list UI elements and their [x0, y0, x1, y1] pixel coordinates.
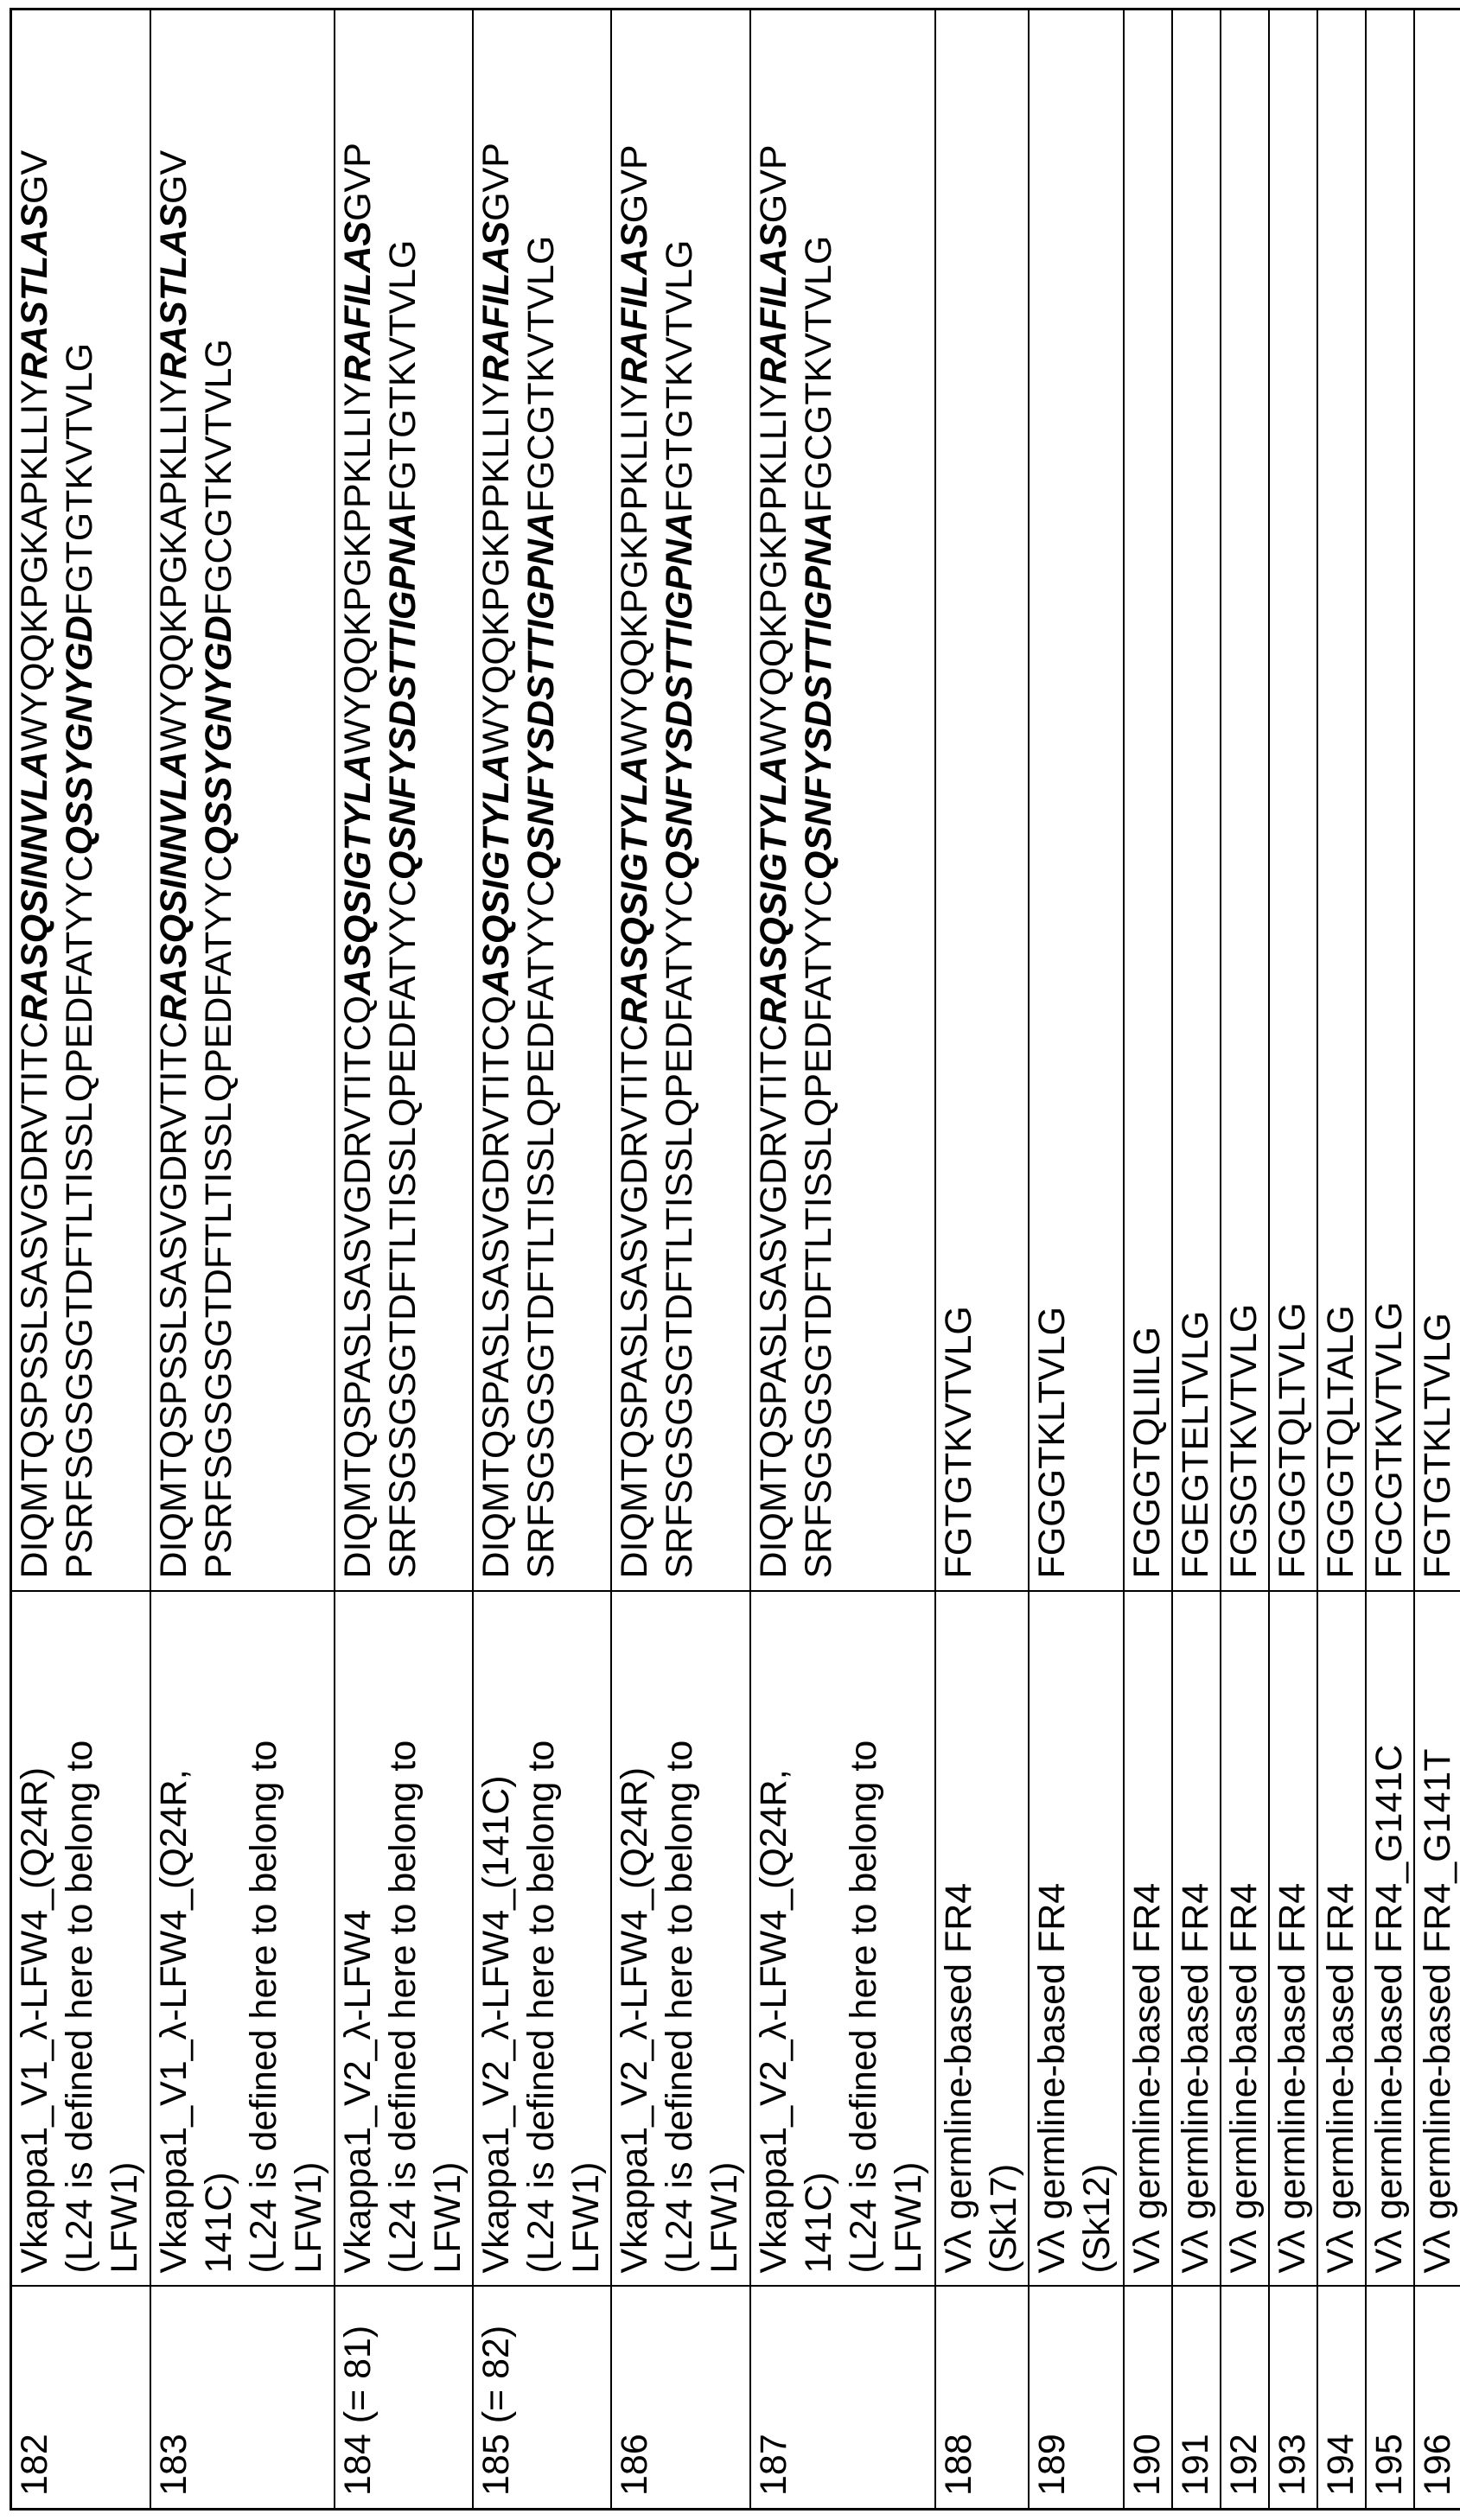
- description-cell: [1317, 1592, 1366, 2287]
- description-line: (L24 is defined here to belong to: [657, 1600, 702, 2274]
- sequence-cell: [935, 10, 1029, 1592]
- framework-segment: WYQQKPGKPPKLLIY: [337, 382, 379, 754]
- framework-segment: DIQMTQSPASLSASVGDRVTITC: [753, 1024, 794, 1578]
- sequence-cell: [1366, 10, 1414, 1592]
- table-row: [335, 10, 473, 2510]
- description-cell: [1366, 1592, 1414, 2287]
- sequence-line: [796, 17, 841, 1579]
- sequence-cell: [750, 10, 935, 1592]
- description-cell: [1172, 1592, 1221, 2287]
- description-cell: [1221, 1592, 1269, 2287]
- sequence-line: [519, 17, 564, 1579]
- description-line: (L24 is defined here to belong to: [57, 1600, 102, 2274]
- sequence-line: [57, 17, 102, 1579]
- framework-segment: GVP: [337, 143, 379, 221]
- table-row: [611, 10, 750, 2510]
- description-line: Vkappa1_V2_λ-LFW4_(Q24R): [612, 1600, 657, 2274]
- cdr-segment: ASQSIGTYLA: [337, 754, 379, 996]
- description-line: LFW1): [886, 1600, 931, 2274]
- description-line: Vkappa1_V1_λ-LFW4_(Q24R,: [151, 1600, 196, 2274]
- description-line: (Sk12): [1074, 1600, 1119, 2274]
- seq-id-cell: [473, 2287, 611, 2510]
- description-line: (L24 is defined here to belong to: [380, 1600, 425, 2274]
- seq-id-cell: [1221, 2287, 1269, 2510]
- description-cell: [750, 1592, 935, 2287]
- framework-segment: PSRFSGSGSGTDFTLTISSLQPEDFATYYC: [59, 855, 100, 1578]
- seq-id-cell: [611, 2287, 750, 2510]
- seq-id: 187: [751, 2294, 796, 2497]
- description-line: Vkappa1_V1_λ-LFW4_(Q24R): [12, 1600, 57, 2274]
- description-line: (L24 is defined here to belong to: [241, 1600, 286, 2274]
- description-line: LFW1): [564, 1600, 609, 2274]
- sequence-cell: [1269, 10, 1317, 1592]
- description-cell: [1414, 1592, 1460, 2287]
- seq-id: 184 (= 81): [335, 2294, 380, 2497]
- description-cell: [1269, 1592, 1317, 2287]
- framework-segment: PSRFSGSGSGTDFTLTISSLQPEDFATYYC: [198, 855, 239, 1578]
- framework-segment: FGGGTQLTALG: [1320, 1305, 1361, 1578]
- description-line: LFW1): [702, 1600, 747, 2274]
- framework-segment: SRFSGSGSGTDFTLTISSLQPEDFATYYC: [798, 880, 839, 1578]
- description-line: LFW1): [425, 1600, 470, 2274]
- sequence-line: [1173, 17, 1218, 1579]
- cdr-segment: RASQSINNVLA: [153, 751, 194, 1021]
- table-row: [750, 10, 935, 2510]
- cdr-segment: RAFILAS: [614, 223, 655, 384]
- sequence-cell: [1414, 10, 1460, 1592]
- framework-segment: FGSGTKVTVLG: [1223, 1304, 1265, 1579]
- sequence-line: [1030, 17, 1074, 1579]
- framework-segment: DIQMTQSPASLSASVGDRVTITCQ: [475, 996, 517, 1579]
- description-line: Vkappa1_V2_λ-LFW4: [335, 1600, 380, 2274]
- description-line: 141C): [796, 1600, 841, 2274]
- description-cell: [1124, 1592, 1172, 2287]
- table-row: [1221, 10, 1269, 2510]
- description-cell: [611, 1592, 750, 2287]
- sequence-line: [12, 17, 57, 1579]
- framework-segment: FGTGTKVTVLG: [659, 239, 700, 512]
- seq-id: 195: [1367, 2294, 1412, 2497]
- description-cell: [1029, 1592, 1124, 2287]
- rotated-page: [10, 10, 1459, 2510]
- seq-id: 193: [1270, 2294, 1315, 2497]
- sequence-line: [612, 17, 657, 1579]
- sequence-line: [1221, 17, 1266, 1579]
- description-line: Vλ germline-based FR4: [1173, 1600, 1218, 2274]
- sequence-line: [380, 17, 425, 1579]
- sequence-line: [335, 17, 380, 1579]
- seq-id-cell: [1414, 2287, 1460, 2510]
- cdr-segment: ASQSIGTYLA: [475, 754, 517, 996]
- description-cell: [935, 1592, 1029, 2287]
- framework-segment: GVP: [753, 144, 794, 223]
- table-row: [1317, 10, 1366, 2510]
- framework-segment: FGCGTKVTVLG: [198, 339, 239, 615]
- framework-segment: SRFSGSGSGTDFTLTISSLQPEDFATYYC: [382, 880, 424, 1578]
- sequence-cell: [1221, 10, 1269, 1592]
- description-line: (L24 is defined here to belong to: [841, 1600, 886, 2274]
- cdr-segment: RASQSINNVLA: [14, 751, 55, 1021]
- cdr-segment: RASQSIGTYLA: [753, 756, 794, 1025]
- seq-id: 186: [612, 2294, 657, 2497]
- sequence-cell: [1317, 10, 1366, 1592]
- sequence-cell: [150, 10, 335, 1592]
- cdr-segment: RASQSIGTYLA: [614, 756, 655, 1025]
- seq-id: 183: [151, 2294, 196, 2497]
- seq-id-cell: [1317, 2287, 1366, 2510]
- framework-segment: DIQMTQSPSSLSASVGDRVTITC: [14, 1021, 55, 1578]
- description-line: LFW1): [286, 1600, 331, 2274]
- sequence-line: [474, 17, 519, 1579]
- cdr-segment: QSNFYSDSTTIGPNA: [520, 512, 562, 880]
- framework-segment: FGGGTKLTVLG: [1031, 1307, 1073, 1579]
- seq-id-cell: [1269, 2287, 1317, 2510]
- description-cell: [11, 1592, 150, 2287]
- seq-id: 189: [1030, 2294, 1074, 2497]
- description-line: Vkappa1_V2_λ-LFW4_(141C): [474, 1600, 519, 2274]
- description-line: Vλ germline-based FR4: [1125, 1600, 1170, 2274]
- sequence-line: [1367, 17, 1412, 1579]
- sequence-cell: [473, 10, 611, 1592]
- table-row: [1414, 10, 1460, 2510]
- framework-segment: FGGGTQLTVLG: [1272, 1302, 1313, 1578]
- table-row: [935, 10, 1029, 2510]
- framework-segment: FGTGTKVTVLG: [59, 343, 100, 615]
- sequence-line: [1318, 17, 1363, 1579]
- framework-segment: GV: [153, 150, 194, 204]
- framework-segment: FGEGTELTVLG: [1175, 1311, 1216, 1579]
- description-line: 141C): [196, 1600, 241, 2274]
- framework-segment: WYQQKPGKPPKLLIY: [614, 385, 655, 756]
- description-line: (Sk17): [981, 1600, 1026, 2274]
- framework-segment: WYQQKPGKPPKLLIY: [475, 382, 517, 754]
- seq-id: 185 (= 82): [474, 2294, 519, 2497]
- framework-segment: SRFSGSGSGTDFTLTISSLQPEDFATYYC: [659, 880, 700, 1578]
- table-row: [473, 10, 611, 2510]
- framework-segment: WYQQKPGKAPKLLIY: [153, 379, 194, 751]
- sequence-line: [196, 17, 241, 1579]
- cdr-segment: RASTLAS: [153, 204, 194, 379]
- table-row: [1366, 10, 1414, 2510]
- description-line: Vkappa1_V2_λ-LFW4_(Q24R,: [751, 1600, 796, 2274]
- description-line: Vλ germline-based FR4: [1270, 1600, 1315, 2274]
- cdr-segment: RAFILAS: [337, 221, 379, 382]
- seq-id: 194: [1318, 2294, 1363, 2497]
- framework-segment: DIQMTQSPASLSASVGDRVTITC: [614, 1024, 655, 1578]
- seq-id: 196: [1415, 2294, 1460, 2497]
- seq-id-cell: [335, 2287, 473, 2510]
- framework-segment: GV: [14, 150, 55, 204]
- description-cell: [473, 1592, 611, 2287]
- description-line: Vλ germline-based FR4: [936, 1600, 981, 2274]
- sequence-line: [1125, 17, 1170, 1579]
- framework-segment: WYQQKPGKAPKLLIY: [14, 379, 55, 751]
- description-line: Vλ germline-based FR4: [1318, 1600, 1363, 2274]
- seq-id: 192: [1221, 2294, 1266, 2497]
- description-cell: [335, 1592, 473, 2287]
- framework-segment: FGTGTKVTVLG: [938, 1306, 979, 1578]
- seq-id: 188: [936, 2294, 981, 2497]
- sequence-line: [151, 17, 196, 1579]
- framework-segment: SRFSGSGSGTDFTLTISSLQPEDFATYYC: [520, 880, 562, 1578]
- table-row: [150, 10, 335, 2510]
- framework-segment: FGGGTQLIILG: [1126, 1327, 1168, 1579]
- seq-id-cell: [1366, 2287, 1414, 2510]
- table-row: [11, 10, 150, 2510]
- description-line: Vλ germline-based FR4_G141C: [1367, 1600, 1412, 2274]
- framework-segment: FGTGTKVTVLG: [382, 239, 424, 512]
- cdr-segment: QSSYGNYGD: [198, 615, 239, 855]
- framework-segment: FGCGTKVTVLG: [798, 236, 839, 512]
- seq-id-cell: [1172, 2287, 1221, 2510]
- sequence-line: [657, 17, 702, 1579]
- framework-segment: FGTGTKLTVLG: [1417, 1313, 1458, 1578]
- framework-segment: FGCGTKVTVLG: [1368, 1301, 1410, 1578]
- seq-id-cell: [1029, 2287, 1124, 2510]
- sequence-cell: [1124, 10, 1172, 1592]
- framework-segment: DIQMTQSPASLSASVGDRVTITCQ: [337, 996, 379, 1579]
- sequence-cell: [335, 10, 473, 1592]
- table-row: [1029, 10, 1124, 2510]
- framework-segment: GVP: [614, 144, 655, 223]
- seq-id-cell: [750, 2287, 935, 2510]
- seq-id-cell: [935, 2287, 1029, 2510]
- seq-id-cell: [150, 2287, 335, 2510]
- sequence-cell: [611, 10, 750, 1592]
- framework-segment: DIQMTQSPSSLSASVGDRVTITC: [153, 1021, 194, 1578]
- cdr-segment: RASTLAS: [14, 204, 55, 379]
- description-line: LFW1): [102, 1600, 147, 2274]
- cdr-segment: QSNFYSDSTTIGPNA: [798, 512, 839, 880]
- description-line: Vλ germline-based FR4: [1030, 1600, 1074, 2274]
- seq-id: 182: [12, 2294, 57, 2497]
- sequence-cell: [1029, 10, 1124, 1592]
- seq-id-cell: [11, 2287, 150, 2510]
- sequence-line: [1415, 17, 1460, 1579]
- description-cell: [150, 1592, 335, 2287]
- sequence-cell: [1172, 10, 1221, 1592]
- sequence-line: [936, 17, 981, 1579]
- seq-id: 190: [1125, 2294, 1170, 2497]
- cdr-segment: RAFILAS: [753, 223, 794, 384]
- framework-segment: FGCGTKVTVLG: [520, 236, 562, 512]
- table-row: [1269, 10, 1317, 2510]
- description-line: Vλ germline-based FR4_G141T: [1415, 1600, 1460, 2274]
- framework-segment: GVP: [475, 143, 517, 221]
- sequence-table-body: [11, 10, 1460, 2510]
- sequence-line: [751, 17, 796, 1579]
- seq-id: 191: [1173, 2294, 1218, 2497]
- description-line: Vλ germline-based FR4: [1221, 1600, 1266, 2274]
- cdr-segment: QSNFYSDSTTIGPNA: [659, 512, 700, 880]
- framework-segment: WYQQKPGKPPKLLIY: [753, 385, 794, 756]
- description-line: (L24 is defined here to belong to: [519, 1600, 564, 2274]
- table-row: [1124, 10, 1172, 2510]
- sequence-cell: [11, 10, 150, 1592]
- seq-id-cell: [1124, 2287, 1172, 2510]
- sequence-line: [1270, 17, 1315, 1579]
- cdr-segment: RAFILAS: [475, 221, 517, 382]
- cdr-segment: QSNFYSDSTTIGPNA: [382, 512, 424, 880]
- sequence-table: [10, 8, 1460, 2510]
- table-row: [1172, 10, 1221, 2510]
- cdr-segment: QSSYGNYGD: [59, 615, 100, 855]
